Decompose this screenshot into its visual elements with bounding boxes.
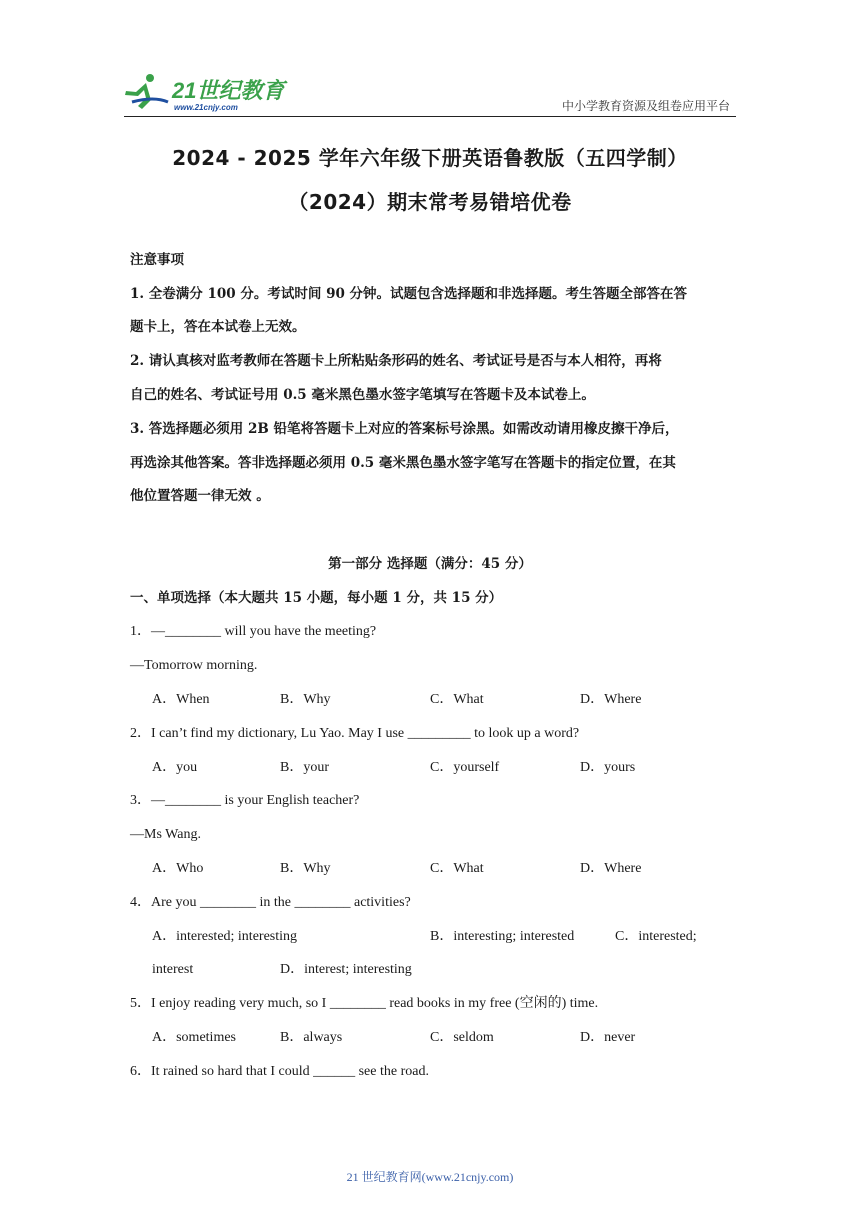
option-b: B．Why	[280, 861, 331, 876]
option-d: D．yours	[580, 760, 636, 775]
option-c: C．interested;	[615, 929, 697, 944]
exam-title-line2: （2024）期末常考易错培优卷	[288, 190, 572, 214]
logo-main-text: 21世纪教育	[172, 78, 285, 103]
option-b: B．Why	[280, 692, 331, 707]
question-stem: 5．I enjoy reading very much, so I ________ read books in my free (空闲的) time.	[130, 996, 599, 1011]
option-d: D．never	[580, 1030, 636, 1045]
option-d: D．Where	[580, 861, 642, 876]
option-a: A．you	[152, 760, 198, 775]
logo-url-text: www.21cnjy.com	[174, 103, 238, 112]
question-reply: —Ms Wang.	[130, 827, 201, 842]
option-b: B．your	[280, 760, 329, 775]
option-d: D．Where	[580, 692, 642, 707]
notice-line: 自己的姓名、考试证号用 0.5 毫米黑色墨水签字笔填写在答题卡及本试卷上。	[130, 387, 595, 403]
question-stem: 2．I can’t find my dictionary, Lu Yao. May I use _________ to look up a word?	[130, 726, 580, 741]
runner-logo-icon	[124, 72, 288, 114]
option-a: A．interested; interesting	[152, 929, 298, 944]
option-c-continued: interest	[152, 962, 194, 977]
notice-line: 题卡上，答在本试卷上无效。	[130, 319, 306, 335]
option-b: B．interesting; interested	[430, 929, 575, 944]
part1-heading: 第一部分 选择题（满分：45 分）	[328, 556, 532, 572]
option-a: A．When	[152, 692, 210, 707]
exam-title-line1: 2024 - 2025 学年六年级下册英语鲁教版（五四学制）	[172, 146, 688, 170]
option-c: C．yourself	[430, 760, 500, 775]
question-stem: 4．Are you ________ in the ________ activities?	[130, 895, 411, 910]
option-b: B．always	[280, 1030, 343, 1045]
option-c: C．seldom	[430, 1030, 494, 1045]
question-stem: 1．—________ will you have the meeting?	[130, 624, 377, 639]
notice-line: 他位置答题一律无效 。	[130, 488, 270, 504]
option-c: C．What	[430, 861, 484, 876]
notice-heading: 注意事项	[130, 252, 184, 268]
notice-line: 1. 全卷满分 100 分。考试时间 90 分钟。试题包含选择题和非选择题。考生答题全部答在答	[130, 286, 688, 302]
question-reply: —Tomorrow morning.	[130, 658, 258, 673]
option-c: C．What	[430, 692, 484, 707]
option-d: D．interest; interesting	[280, 962, 412, 977]
notice-line: 3. 答选择题必须用 2B 铅笔将答题卡上对应的答案标号涂黑。如需改动请用橡皮擦干净后，	[130, 421, 679, 437]
question-stem: 3．—________ is your English teacher?	[130, 793, 360, 808]
question-stem: 6．It rained so hard that I could ______ see the road.	[130, 1064, 429, 1079]
notice-line: 2. 请认真核对监考教师在答题卡上所粘贴条形码的姓名、考试证号是否与本人相符，再将	[130, 353, 662, 369]
header-divider	[124, 116, 736, 117]
notice-line: 再选涂其他答案。答非选择题必须用 0.5 毫米黑色墨水签字笔写在答题卡的指定位置，在其	[130, 455, 676, 471]
footer-link[interactable]: 21 世纪教育网(www.21cnjy.com)	[346, 1170, 514, 1184]
section-heading: 一、单项选择（本大题共 15 小题，每小题 1 分，共 15 分）	[130, 590, 503, 606]
option-a: A．Who	[152, 861, 204, 876]
site-logo	[124, 72, 288, 114]
option-a: A．sometimes	[152, 1030, 236, 1045]
platform-tagline: 中小学教育资源及组卷应用平台	[561, 99, 730, 113]
